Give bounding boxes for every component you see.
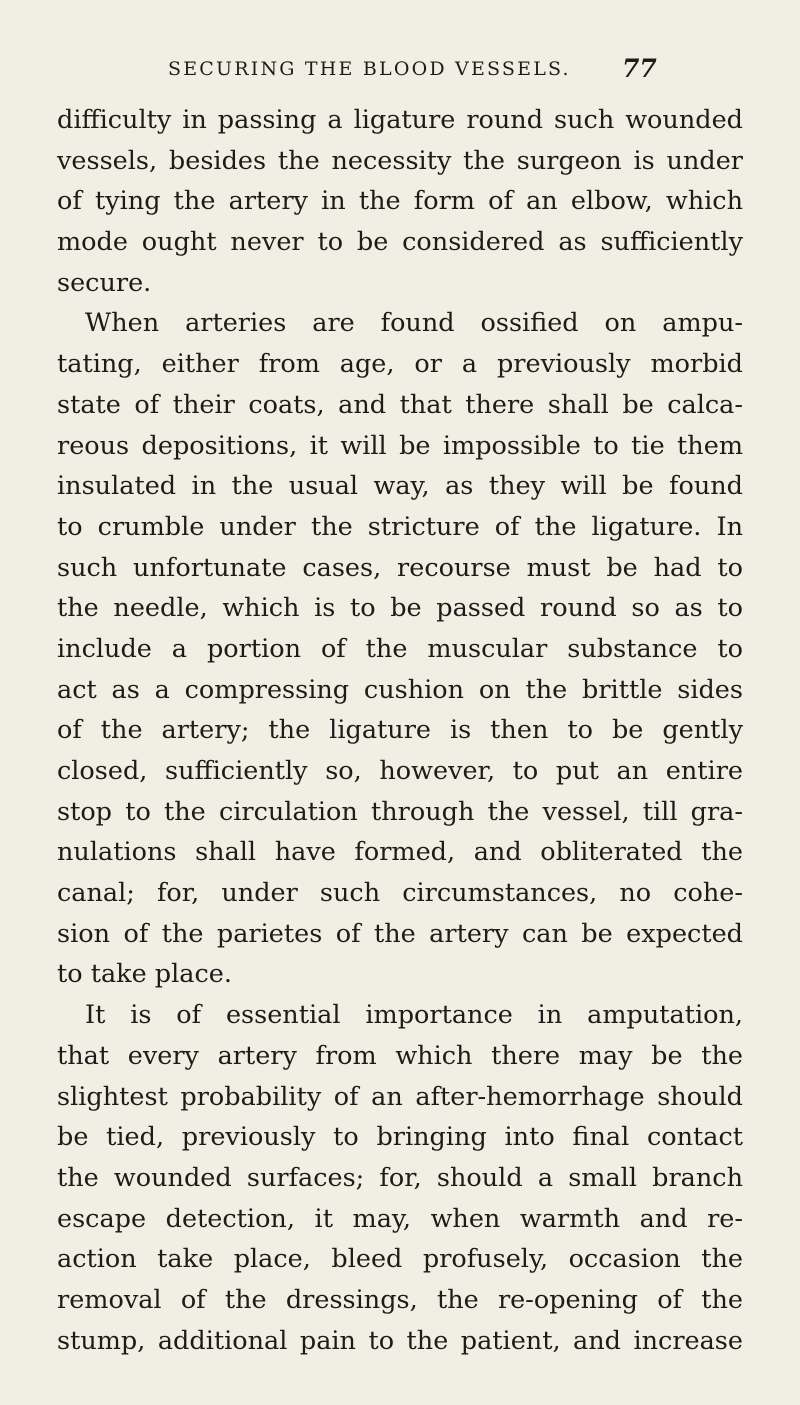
text-line: of the artery; the ligature is then to be gently bbox=[57, 715, 743, 746]
text-line: slightest probability of an after-hemorrhage should bbox=[57, 1081, 743, 1112]
page-number: 77 bbox=[622, 54, 657, 83]
text-line: escape detection, it may, when warmth and re- bbox=[57, 1203, 743, 1234]
text-line: stump, additional pain to the patient, and increase bbox=[57, 1325, 743, 1356]
text-line: removal of the dressings, the re-opening of the bbox=[57, 1284, 743, 1315]
text-line: vessels, besides the necessity the surgeon is under bbox=[57, 145, 743, 176]
text-line: sion of the parietes of the artery can be expected bbox=[57, 918, 743, 949]
text-line: of tying the artery in the form of an elbow, which bbox=[57, 186, 743, 217]
text-line: stop to the circulation through the vessel, till gra- bbox=[57, 796, 743, 827]
text-line: insulated in the usual way, as they will be found bbox=[57, 471, 743, 502]
text-line: mode ought never to be considered as sufficiently bbox=[57, 227, 743, 258]
text-line: such unfortunate cases, recourse must be had to bbox=[57, 552, 743, 583]
text-line: closed, sufficiently so, however, to put an entire bbox=[57, 756, 743, 786]
running-head: SECURING THE BLOOD VESSELS. bbox=[168, 58, 571, 80]
text-line: secure. bbox=[57, 267, 152, 298]
text-line: the needle, which is to be passed round so as to bbox=[57, 593, 743, 624]
text-line: that every artery from which there may be the bbox=[57, 1040, 743, 1071]
text-line: be tied, previously to bringing into final contact bbox=[57, 1122, 743, 1153]
text-line: act as a compressing cushion on the brittle sides bbox=[57, 674, 743, 705]
text-line: state of their coats, and that there shall be calca- bbox=[57, 389, 743, 420]
text-line: reous depositions, it will be impossible to tie them bbox=[57, 430, 743, 461]
text-line: nulations shall have formed, and obliterated the bbox=[57, 837, 743, 868]
text-line: the wounded surfaces; for, should a small branch bbox=[57, 1162, 743, 1193]
body-text bbox=[57, 100, 743, 1361]
text-line: canal; for, under such circumstances, no cohe- bbox=[57, 878, 743, 909]
text-line: When arteries are found ossified on ampu- bbox=[85, 308, 743, 339]
text-line: to crumble under the stricture of the ligature. In bbox=[57, 511, 743, 542]
text-line: to take place. bbox=[57, 959, 232, 990]
text-line: tating, either from age, or a previously morbid bbox=[57, 349, 743, 380]
text-line: It is of essential importance in amputation, bbox=[85, 1000, 743, 1031]
text-line: include a portion of the muscular substance to bbox=[57, 633, 743, 664]
text-line: difficulty in passing a ligature round such wounded bbox=[57, 105, 743, 135]
text-line: action take place, bleed profusely, occasion the bbox=[57, 1244, 743, 1275]
